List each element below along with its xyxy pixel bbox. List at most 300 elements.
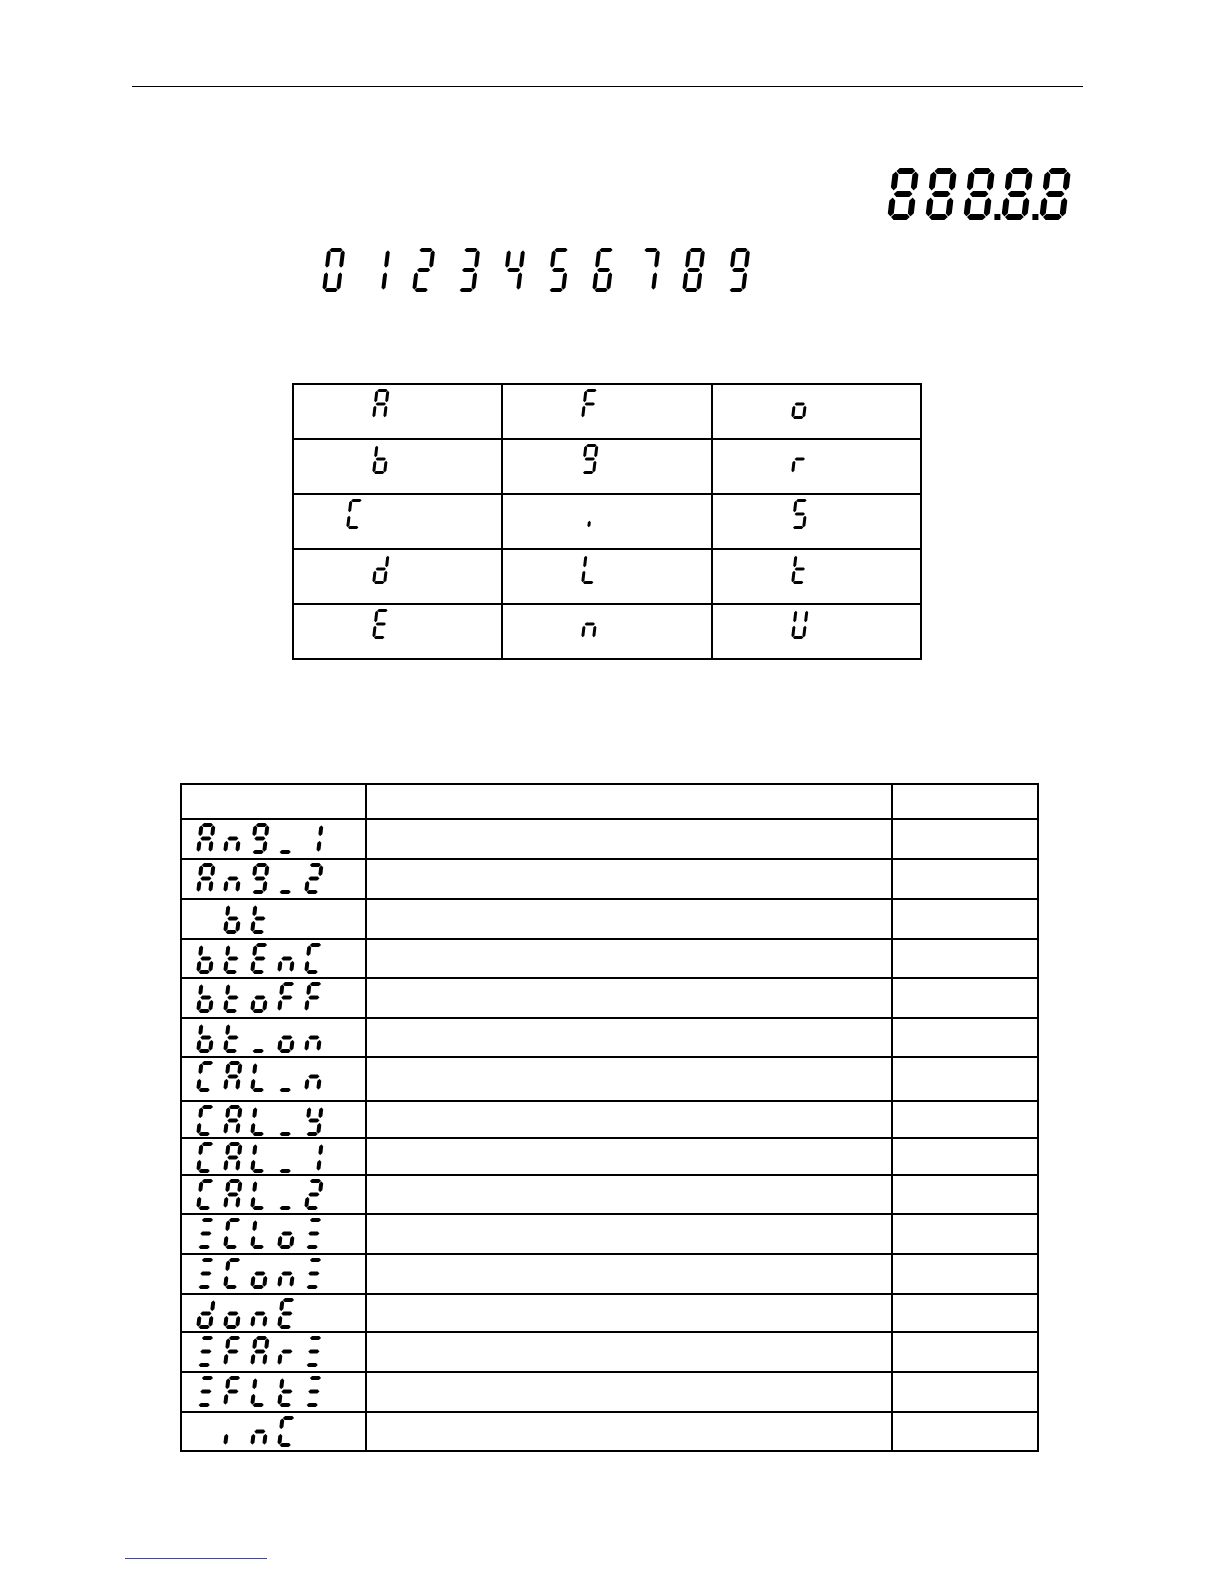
message-extra bbox=[892, 1018, 1038, 1057]
segment-g bbox=[462, 268, 475, 272]
segment-d bbox=[280, 1403, 291, 1407]
letter-glyph-d bbox=[294, 554, 504, 588]
glyph-comma bbox=[588, 521, 591, 527]
segment-f bbox=[793, 501, 797, 512]
segment-a bbox=[310, 1336, 321, 1340]
segment-c bbox=[802, 516, 806, 527]
segment-c bbox=[383, 406, 387, 417]
segment-g bbox=[254, 1272, 265, 1276]
segment-d bbox=[583, 581, 593, 584]
glyph-n bbox=[278, 957, 295, 972]
segment-d bbox=[226, 1325, 237, 1329]
table-row bbox=[181, 1254, 1038, 1294]
segment-f bbox=[279, 1300, 284, 1311]
segment-g bbox=[200, 1232, 211, 1236]
glyph-F bbox=[224, 1336, 241, 1365]
segment-d bbox=[793, 526, 803, 529]
glyph-A bbox=[224, 1142, 243, 1171]
glyph-_ bbox=[280, 1206, 291, 1210]
segment-e bbox=[278, 1000, 283, 1011]
segment-f bbox=[252, 1181, 257, 1192]
glyph-C bbox=[305, 943, 322, 974]
glyph-n bbox=[305, 1036, 322, 1051]
message-code-donE bbox=[182, 1298, 362, 1332]
glyph-C bbox=[224, 1258, 241, 1289]
table-row bbox=[181, 1138, 1038, 1175]
segment-b bbox=[237, 1063, 242, 1074]
segment-c bbox=[317, 1040, 322, 1051]
table-row bbox=[181, 819, 1038, 859]
segment-e bbox=[224, 1236, 229, 1247]
segment-e bbox=[251, 1354, 256, 1365]
glyph-L bbox=[251, 1144, 264, 1173]
letter-cell bbox=[502, 384, 711, 439]
segment-f bbox=[198, 1144, 203, 1155]
segment-d bbox=[280, 1169, 291, 1173]
glyph-C bbox=[278, 1416, 295, 1447]
glyph-d bbox=[372, 556, 389, 584]
segment-d bbox=[253, 1285, 264, 1289]
segment-g bbox=[794, 513, 804, 516]
segment-e bbox=[278, 1236, 283, 1247]
segment-e bbox=[323, 272, 329, 289]
segment-e bbox=[224, 1040, 229, 1051]
table-row bbox=[181, 939, 1038, 978]
segment-d bbox=[199, 970, 210, 974]
segment-d bbox=[1005, 214, 1024, 220]
segment-a bbox=[202, 1105, 213, 1109]
glyph-E bbox=[278, 1298, 295, 1329]
segment-g bbox=[281, 1036, 292, 1040]
segment-f bbox=[198, 865, 203, 876]
digit-1 bbox=[382, 250, 390, 289]
segment-e bbox=[305, 961, 310, 972]
segment-g bbox=[227, 1075, 238, 1079]
segment-g bbox=[1008, 191, 1027, 197]
segment-e bbox=[278, 1040, 283, 1051]
letter-glyph-A bbox=[294, 389, 504, 423]
segment-f bbox=[279, 1378, 284, 1389]
segment-e bbox=[346, 516, 350, 527]
segment-d bbox=[253, 1132, 264, 1136]
segment-c bbox=[263, 1434, 268, 1445]
digit-3 bbox=[460, 248, 480, 292]
segment-d bbox=[280, 1049, 291, 1053]
glyph-2 bbox=[305, 1179, 324, 1210]
letter-glyph-E bbox=[294, 609, 504, 643]
segment-e bbox=[197, 1316, 202, 1327]
segment-a bbox=[689, 248, 702, 252]
segment-a bbox=[310, 943, 321, 947]
segment-a bbox=[554, 248, 567, 252]
segment-d bbox=[307, 1403, 318, 1407]
letter-glyph-b bbox=[294, 444, 504, 478]
message-extra bbox=[892, 1175, 1038, 1214]
segment-f bbox=[793, 611, 797, 622]
segment-a bbox=[283, 982, 294, 986]
letter-glyph-C bbox=[294, 499, 504, 533]
letter-glyph-9 bbox=[503, 444, 713, 478]
segment-f bbox=[225, 1144, 230, 1155]
segment-a bbox=[644, 248, 657, 252]
segment-a bbox=[229, 1258, 240, 1262]
segment-g bbox=[585, 403, 595, 406]
segment-d bbox=[891, 214, 910, 220]
segment-b bbox=[949, 172, 957, 191]
glyph-= bbox=[199, 1376, 214, 1407]
segment-f bbox=[225, 1338, 230, 1349]
segment-d bbox=[280, 1325, 291, 1329]
glyph-8 bbox=[964, 168, 995, 220]
segment-a bbox=[419, 248, 432, 252]
decimal-point bbox=[1032, 214, 1038, 220]
glyph-L bbox=[251, 1107, 264, 1136]
segment-f bbox=[252, 1338, 257, 1349]
letter-row bbox=[293, 384, 921, 439]
segment-c bbox=[290, 1276, 295, 1287]
segment-f bbox=[225, 905, 230, 916]
segment-e bbox=[224, 961, 229, 972]
display-message-table bbox=[180, 783, 1039, 1452]
segment-e bbox=[197, 1040, 202, 1051]
segment-b bbox=[987, 172, 995, 191]
table-row bbox=[181, 1412, 1038, 1451]
message-code-=Con= bbox=[182, 1258, 362, 1292]
segment-f bbox=[685, 250, 691, 267]
segment-a bbox=[229, 1142, 240, 1146]
segment-f bbox=[1043, 172, 1051, 191]
message-code-cell bbox=[181, 1372, 366, 1412]
segment-c bbox=[908, 198, 916, 217]
segment-f bbox=[252, 1063, 257, 1074]
segment-b bbox=[911, 172, 919, 191]
table-row bbox=[181, 1372, 1038, 1412]
message-extra bbox=[892, 1372, 1038, 1412]
header-cell bbox=[892, 784, 1038, 819]
segment-e bbox=[278, 1354, 283, 1365]
segment-g bbox=[200, 837, 211, 841]
segment-a bbox=[283, 1298, 294, 1302]
segment-a bbox=[310, 1179, 321, 1183]
letter-glyph-table bbox=[292, 383, 922, 660]
segment-d bbox=[226, 930, 237, 934]
segment-c bbox=[236, 1123, 241, 1134]
footer-link-rule bbox=[125, 1558, 267, 1559]
segment-c bbox=[236, 881, 241, 892]
table-row bbox=[181, 1332, 1038, 1372]
segment-f bbox=[793, 556, 797, 567]
segment-g bbox=[227, 957, 238, 961]
segment-c bbox=[697, 272, 703, 289]
segment-d bbox=[280, 1206, 291, 1210]
segment-d bbox=[253, 1403, 264, 1407]
glyph-L bbox=[582, 556, 594, 584]
segment-d bbox=[253, 970, 264, 974]
segment-a bbox=[202, 1061, 213, 1065]
message-code-cell bbox=[181, 939, 366, 978]
segment-b bbox=[318, 1107, 323, 1118]
segment-f bbox=[584, 446, 588, 457]
segment-g bbox=[227, 917, 238, 921]
segment-c bbox=[236, 1197, 241, 1208]
segment-b bbox=[264, 825, 269, 836]
segment-b bbox=[318, 1144, 323, 1155]
table-row bbox=[181, 1018, 1038, 1057]
message-extra bbox=[892, 1057, 1038, 1101]
glyph-E bbox=[251, 943, 268, 974]
segment-b bbox=[429, 250, 435, 267]
segment-e bbox=[791, 461, 795, 472]
message-code-cell bbox=[181, 1101, 366, 1138]
glyph-o bbox=[251, 996, 268, 1014]
segment-f bbox=[279, 984, 284, 995]
segment-a bbox=[256, 823, 267, 827]
segment-g bbox=[254, 877, 265, 881]
segment-g bbox=[794, 568, 804, 571]
segment-f bbox=[252, 1144, 257, 1155]
segment-e bbox=[197, 1123, 202, 1134]
segment-f bbox=[279, 1418, 284, 1429]
segment-a bbox=[377, 389, 387, 392]
glyph-_ bbox=[280, 1132, 291, 1136]
segment-g bbox=[200, 957, 211, 961]
message-description bbox=[366, 939, 892, 978]
segment-c bbox=[593, 626, 597, 637]
segment-g bbox=[281, 1232, 292, 1236]
segment-c bbox=[236, 921, 241, 932]
segment-b bbox=[264, 865, 269, 876]
segment-d bbox=[199, 1088, 210, 1092]
segment-f bbox=[225, 1260, 230, 1271]
segment-f bbox=[584, 556, 588, 567]
segment-e bbox=[224, 921, 229, 932]
segment-f bbox=[198, 945, 203, 956]
segment-g bbox=[376, 623, 386, 626]
segment-c bbox=[290, 961, 295, 972]
segment-g bbox=[1046, 191, 1065, 197]
segment-d bbox=[307, 1206, 318, 1210]
segment-a bbox=[202, 1376, 213, 1380]
message-code-cell bbox=[181, 899, 366, 939]
glyph-C bbox=[197, 1105, 214, 1136]
glyph-L bbox=[251, 1063, 264, 1092]
letter-glyph-F bbox=[503, 389, 713, 423]
segment-b bbox=[744, 250, 750, 267]
segment-b bbox=[385, 556, 389, 567]
segment-b bbox=[519, 250, 525, 267]
message-extra bbox=[892, 1138, 1038, 1175]
glyph-8 bbox=[1040, 168, 1071, 220]
glyph-F bbox=[582, 389, 597, 417]
decimal-point bbox=[994, 214, 1000, 220]
segment-e bbox=[582, 571, 586, 582]
segment-f bbox=[730, 250, 736, 267]
segment-d bbox=[793, 636, 803, 639]
segment-d bbox=[280, 1132, 291, 1136]
message-description bbox=[366, 819, 892, 859]
glyph-C bbox=[197, 1142, 214, 1173]
segment-e bbox=[224, 1000, 229, 1011]
segment-c bbox=[742, 272, 748, 289]
segment-c bbox=[802, 406, 806, 417]
segment-a bbox=[377, 609, 387, 612]
letter-cell bbox=[712, 439, 921, 494]
glyph-= bbox=[199, 1218, 214, 1249]
segment-b bbox=[318, 865, 323, 876]
segment-f bbox=[198, 1024, 203, 1035]
glyph-A bbox=[372, 389, 389, 417]
digit-5 bbox=[550, 248, 568, 292]
message-description bbox=[366, 1138, 892, 1175]
digit-9 bbox=[730, 248, 750, 292]
letter-glyph-i bbox=[503, 499, 713, 533]
message-code-btoFF bbox=[182, 982, 362, 1016]
glyph-= bbox=[307, 1336, 322, 1367]
segment-a bbox=[283, 1416, 294, 1420]
segment-e bbox=[197, 1197, 202, 1208]
segment-g bbox=[281, 957, 292, 961]
segment-a bbox=[256, 863, 267, 867]
message-description bbox=[366, 899, 892, 939]
segment-c bbox=[317, 1079, 322, 1090]
glyph-r bbox=[278, 1350, 293, 1365]
segment-g bbox=[376, 568, 386, 571]
letter-cell bbox=[712, 549, 921, 604]
glyph-_ bbox=[280, 890, 291, 894]
message-code-cell bbox=[181, 819, 366, 859]
segment-e bbox=[224, 1434, 229, 1445]
glyph-C bbox=[197, 1179, 214, 1210]
segment-b bbox=[699, 250, 705, 267]
table-row bbox=[181, 1175, 1038, 1214]
glyph-t bbox=[251, 905, 266, 934]
segment-c bbox=[236, 1316, 241, 1327]
segment-f bbox=[225, 984, 230, 995]
segment-d bbox=[460, 288, 473, 292]
segment-f bbox=[584, 391, 588, 402]
glyph-C bbox=[224, 1218, 241, 1249]
segment-d bbox=[307, 1132, 318, 1136]
segment-e bbox=[372, 406, 376, 417]
segment-e bbox=[224, 841, 229, 852]
message-code-cell bbox=[181, 1214, 366, 1254]
glyph-= bbox=[199, 1336, 214, 1367]
segment-g bbox=[308, 1193, 319, 1197]
segment-g bbox=[308, 877, 319, 881]
segment-d bbox=[1043, 214, 1062, 220]
segment-c bbox=[290, 1040, 295, 1051]
segment-g bbox=[585, 623, 595, 626]
segment-c bbox=[209, 1316, 214, 1327]
glyph-o bbox=[251, 1272, 268, 1290]
segment-e bbox=[305, 1197, 310, 1208]
letter-glyph-L bbox=[503, 554, 713, 588]
segment-a bbox=[310, 1258, 321, 1262]
letter-cell bbox=[293, 384, 502, 439]
segment-b bbox=[385, 391, 389, 402]
segment-d bbox=[348, 526, 358, 529]
segment-e bbox=[224, 1079, 229, 1090]
message-extra bbox=[892, 819, 1038, 859]
segment-g bbox=[254, 957, 265, 961]
segment-a bbox=[229, 1218, 240, 1222]
message-code-=CLo= bbox=[182, 1218, 362, 1252]
message-code-cell bbox=[181, 1412, 366, 1451]
segment-a bbox=[256, 1336, 267, 1340]
segment-g bbox=[507, 268, 520, 272]
segment-a bbox=[587, 444, 597, 447]
glyph-n bbox=[224, 837, 241, 852]
segment-d bbox=[199, 1132, 210, 1136]
segment-e bbox=[251, 1000, 256, 1011]
segment-b bbox=[237, 1144, 242, 1155]
segment-b bbox=[1063, 172, 1071, 191]
segment-b bbox=[318, 1181, 323, 1192]
segment-d bbox=[253, 1169, 264, 1173]
segment-d bbox=[307, 1285, 318, 1289]
letter-cell bbox=[293, 439, 502, 494]
message-description bbox=[366, 978, 892, 1018]
glyph-L bbox=[251, 1220, 264, 1249]
message-description bbox=[366, 1018, 892, 1057]
segment-e bbox=[278, 1276, 283, 1287]
message-code-cell bbox=[181, 1057, 366, 1101]
glyph-_ bbox=[280, 1169, 291, 1173]
glyph-n bbox=[582, 623, 597, 638]
segment-a bbox=[229, 1061, 240, 1065]
segment-g bbox=[227, 1193, 238, 1197]
segment-g bbox=[376, 458, 386, 461]
glyph-b bbox=[224, 905, 241, 934]
glyph-t bbox=[224, 984, 239, 1013]
letter-row bbox=[293, 494, 921, 549]
letter-cell bbox=[502, 604, 711, 659]
digit-8 bbox=[683, 248, 705, 292]
message-code-cell bbox=[181, 1332, 366, 1372]
message-extra bbox=[892, 1254, 1038, 1294]
glyph-o bbox=[791, 403, 806, 420]
message-description bbox=[366, 859, 892, 899]
segment-e bbox=[791, 626, 795, 637]
message-description bbox=[366, 1372, 892, 1412]
segment-g bbox=[227, 996, 238, 1000]
segment-f bbox=[967, 172, 975, 191]
message-code-=FAr= bbox=[182, 1336, 362, 1370]
segment-g bbox=[281, 1390, 292, 1394]
message-code-cell bbox=[181, 1175, 366, 1214]
glyph-9 bbox=[252, 863, 269, 894]
segment-d bbox=[199, 1245, 210, 1249]
segment-e bbox=[197, 881, 202, 892]
segment-e bbox=[197, 1000, 202, 1011]
segment-b bbox=[237, 1107, 242, 1118]
glyph-C bbox=[197, 1061, 214, 1092]
segment-d bbox=[280, 1443, 291, 1447]
segment-d bbox=[307, 970, 318, 974]
segment-g bbox=[227, 877, 238, 881]
letter-cell bbox=[712, 604, 921, 659]
segment-c bbox=[383, 571, 387, 582]
segment-g bbox=[200, 1312, 211, 1316]
segment-d bbox=[226, 1049, 237, 1053]
segment-d bbox=[550, 288, 563, 292]
segment-f bbox=[252, 945, 257, 956]
segment-f bbox=[198, 1181, 203, 1192]
segment-g bbox=[254, 1350, 265, 1354]
segment-g bbox=[227, 1312, 238, 1316]
segment-g bbox=[308, 1232, 319, 1236]
segment-g bbox=[597, 268, 610, 272]
